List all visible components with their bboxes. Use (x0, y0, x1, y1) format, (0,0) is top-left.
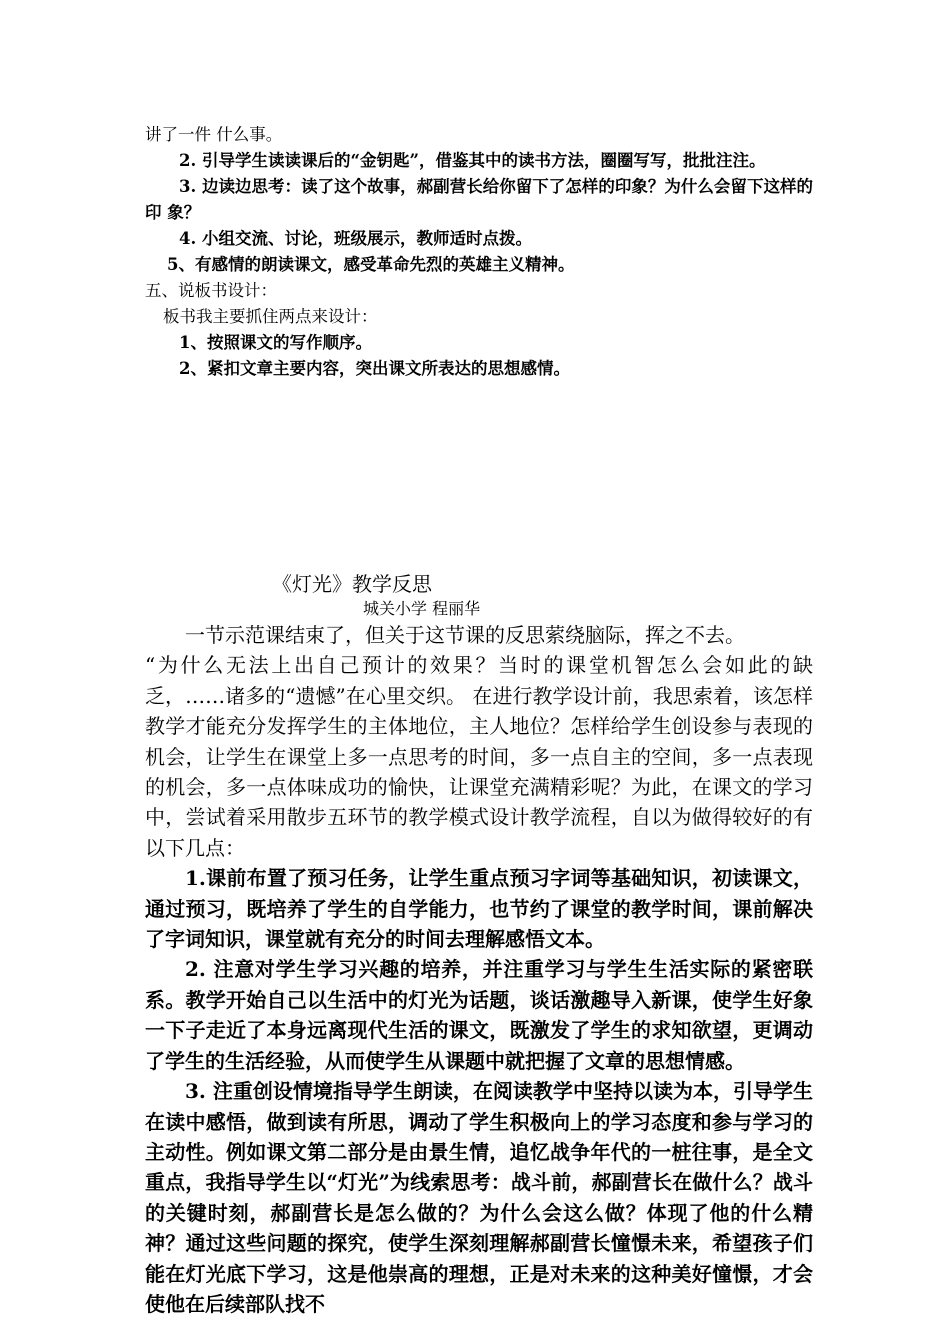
text-line: 4. 小组交流、讨论，班级展示，教师适时点拨。 (179, 229, 532, 248)
paragraph: 3. 注重创设情境指导学生朗读，在阅读教学中坚持以读为本，引导学生在读中感悟，做到读有所思，调动了学生积极向上的学习态度和参与学习的主动性。例如课文第二部分是由景生情，追忆战争年代的一桩往事，是全文重点，我指导学生以“灯光”为线索思考：战斗前，郝副营长在做什么？战斗的关键时刻，郝副营长是怎么做的？为什么会这么做？体现了他的什么精神？通过这些问题的探究，使学生深刻理解郝副营长憧憬未来，希望孩子们能在灯光底下学习，这是他崇高的理想，正是对未来的这种美好憧憬，才会使他在后续部队找不 (145, 1079, 813, 1316)
paragraph: 2. 注意对学生学习兴趣的培养，并注重学习与学生生活实际的紧密联系。教学开始自己以生活中的灯光为话题，谈话激趣导入新课，使学生好象一下子走近了本身远离现代生活的课文，既激发了学生的求知欲望，更调动了学生的生活经验，从而使学生从课题中就把握了文章的思想情感。 (145, 957, 813, 1073)
reflection-essay (145, 570, 813, 1319)
text-line: 3. 边读边思考：读了这个故事，郝副营长给你留下了怎样的印象？为什么会留下这样的印 象？ (145, 177, 813, 222)
essay-title: 《灯光》教学反思 (272, 572, 432, 596)
essay-body (145, 620, 813, 1319)
essay-author: 城关小学 程丽华 (363, 599, 481, 618)
paragraph: 一节示范课结束了，但关于这节课的反思萦绕脑际，挥之不去。 (185, 623, 745, 647)
text-line: 板书我主要抓住两点来设计： (163, 307, 378, 326)
paragraph: 1.课前布置了预习任务，让学生重点预习字词等基础知识，初读课文，通过预习，既培养了学生的自学能力，也节约了课堂的教学时间，课前解决了字词知识，课堂就有充分的时间去理解感悟文本。 (145, 866, 813, 952)
paragraph: “为什么无法上出自己预计的效果？当时的课堂机智怎么会如此的缺乏，……诸多的“遗憾”在心里交织。 在进行教学设计前，我思索着，该怎样教学才能充分发挥学生的主体地位，主人地位？怎样给学生创设参与表现的机会，让学生在课堂上多一点思考的时间，多一点自主的空间，多一点表现的机会，多一点体味成功的愉快，让课堂充满精彩呢？为此，在课文的学习中，尝试着采用散步五环节的教学模式设计教学流程，自以为做得较好的有以下几点： (145, 653, 813, 860)
text-line: 2. 引导学生读读课后的“金钥匙”，借鉴其中的读书方法，圈圈写写，批批注注。 (179, 151, 766, 170)
text-line: 讲了一件 什么事。 (145, 125, 283, 144)
text-line: 5、有感情的朗读课文，感受革命先烈的英雄主义精神。 (167, 255, 575, 274)
lesson-plan-section (145, 122, 813, 382)
text-line: 1、按照课文的写作顺序。 (179, 333, 372, 352)
text-line: 2、紧扣文章主要内容，突出课文所表达的思想感情。 (179, 359, 570, 378)
section-heading: 五、说板书设计： (145, 281, 277, 300)
